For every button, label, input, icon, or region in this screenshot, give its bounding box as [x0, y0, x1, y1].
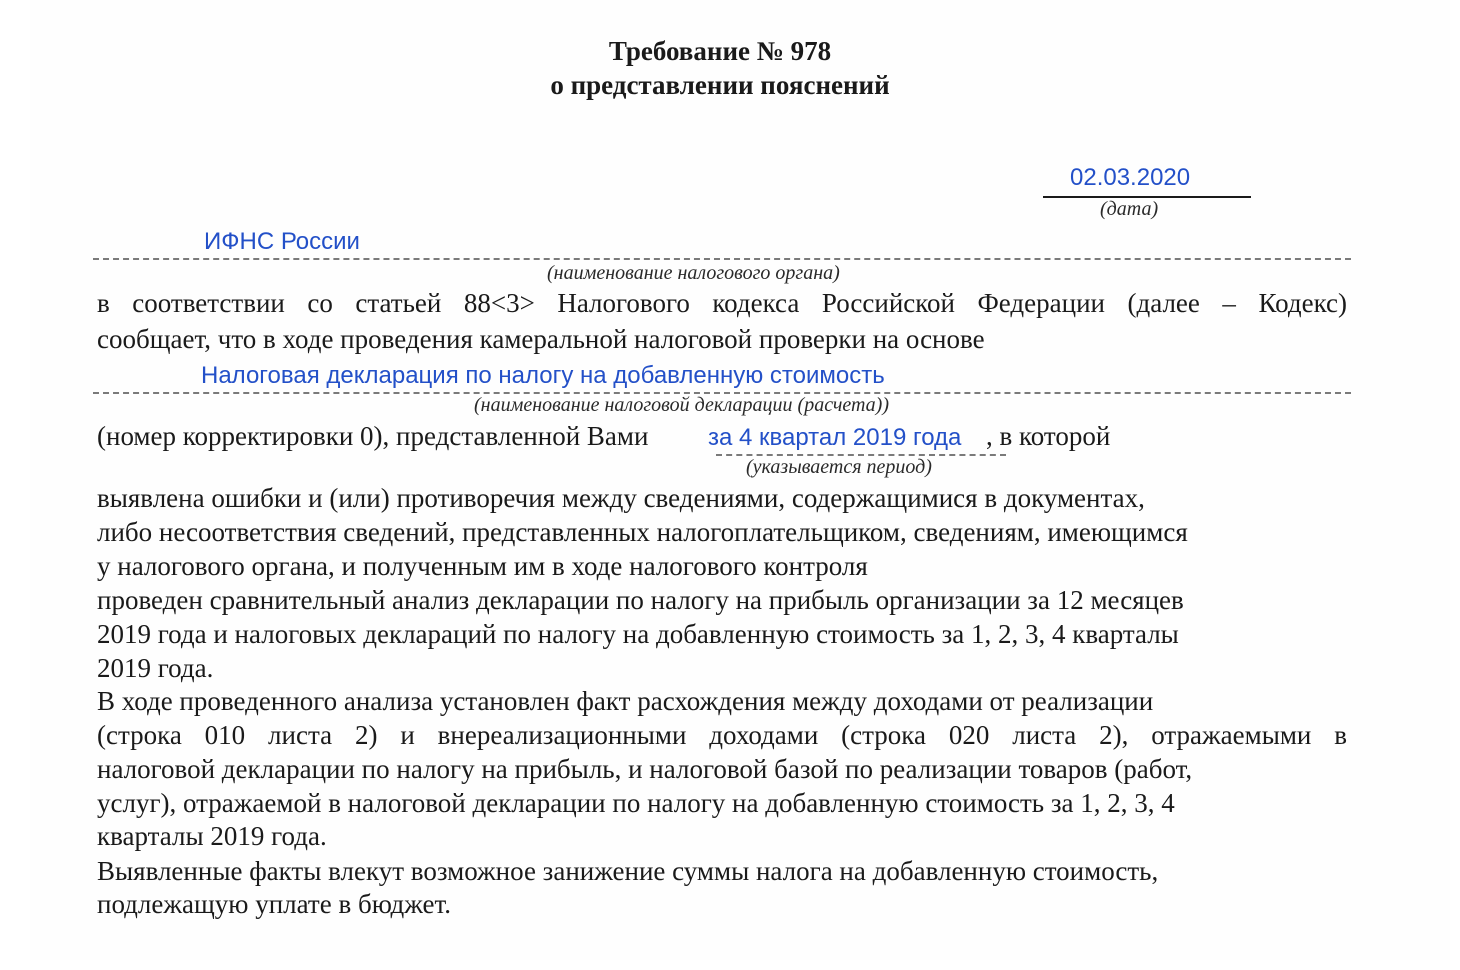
period-caption: (указывается период): [746, 456, 932, 478]
declaration-caption: (наименование налоговой декларации (расчета)): [474, 394, 889, 416]
paragraph1-line2: сообщает, что в ходе проведения камеральной налоговой проверки на основе: [97, 324, 985, 354]
tax-authority-value: ИФНС России: [204, 228, 360, 255]
date-value: 02.03.2020: [1070, 164, 1191, 191]
body-line: проведен сравнительный анализ декларации по налогу на прибыль организации за 12 месяцев: [97, 585, 1184, 615]
date-caption: (дата): [1100, 198, 1159, 220]
body-line: (строка 010 листа 2) и внереализационными доходами (строка 020 листа 2), отражаемыми в: [97, 720, 1347, 750]
paragraph1-line1: в соответствии со статьей 88<3> Налогового кодекса Российской Федерации (далее – Кодекс): [97, 288, 1347, 318]
body-line: услуг), отражаемой в налоговой декларации по налогу на добавленную стоимость за 1, 2, 3, 4: [97, 788, 1175, 818]
body-line: у налогового органа, и полученным им в ходе налогового контроля: [97, 551, 868, 581]
period-suffix: , в которой: [986, 421, 1111, 451]
document-title: Требование № 978: [608, 36, 832, 66]
declaration-value: Налоговая декларация по налогу на добавленную стоимость: [201, 362, 885, 389]
body-line: налоговой декларации по налогу на прибыль, и налоговой базой по реализации товаров (работ,: [97, 754, 1193, 784]
period-value: за 4 квартал 2019 года: [708, 424, 962, 451]
body-line: подлежащую уплате в бюджет.: [97, 889, 452, 919]
tax-authority-caption: (наименование налогового органа): [547, 262, 840, 284]
body-line: 2019 года.: [97, 653, 214, 683]
document-subtitle: о представлении пояснений: [550, 70, 890, 100]
body-line: кварталы 2019 года.: [97, 821, 327, 851]
correction-text: (номер корректировки 0), представленной Вами: [97, 421, 649, 451]
body-line: выявлена ошибки и (или) противоречия между сведениями, содержащимися в документах,: [97, 483, 1145, 513]
body-line: В ходе проведенного анализа установлен факт расхождения между доходами от реализации: [97, 686, 1154, 716]
body-line: либо несоответствия сведений, представленных налогоплательщиком, сведениям, имеющимся: [97, 517, 1188, 547]
tax-authority-line: [93, 258, 1351, 260]
body-line: 2019 года и налоговых деклараций по налогу на добавленную стоимость за 1, 2, 3, 4 кварталы: [97, 619, 1179, 649]
body-line: Выявленные факты влекут возможное занижение суммы налога на добавленную стоимость,: [97, 856, 1159, 886]
